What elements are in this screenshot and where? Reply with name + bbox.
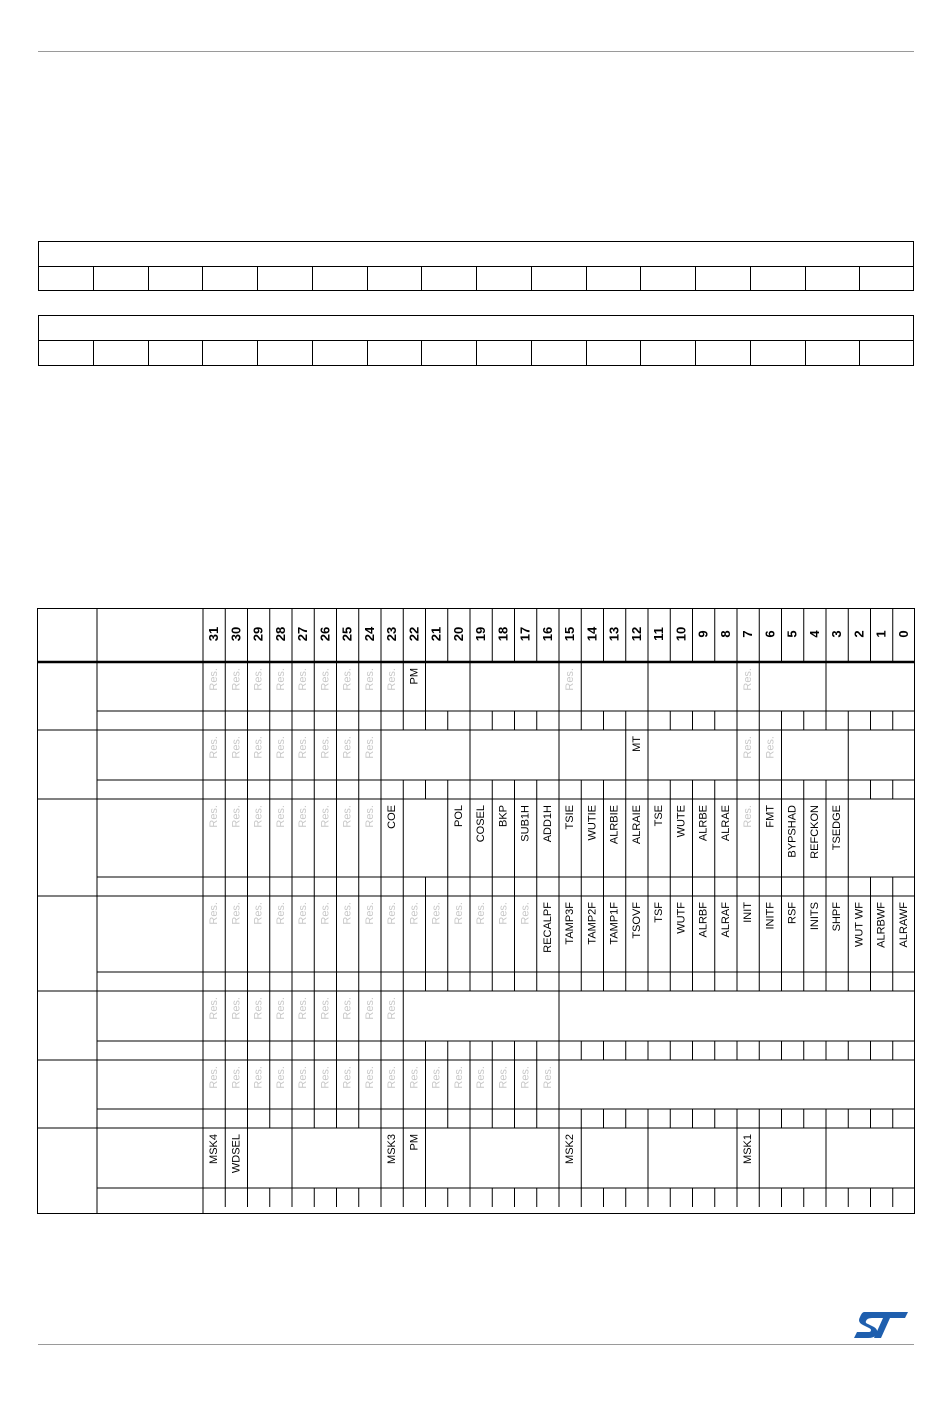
bit-header-17: 17 [517, 626, 533, 642]
reserved-field-label: Res. [341, 668, 354, 691]
reserved-field-label: Res. [386, 997, 399, 1020]
bit-header-21: 21 [428, 626, 444, 642]
reserved-field-label: Res. [252, 668, 265, 691]
reserved-field-label: Res. [363, 1066, 376, 1089]
field-label-msk2: MSK2 [564, 1134, 577, 1164]
bit-header-13: 13 [606, 626, 622, 642]
reserved-field-label: Res. [341, 1066, 354, 1089]
reserved-field-label: Res. [363, 805, 376, 828]
reserved-field-label: Res. [230, 736, 243, 759]
reserved-field-label: Res. [208, 736, 221, 759]
reserved-field-label: Res. [208, 1066, 221, 1089]
reserved-field-label: Res. [386, 1066, 399, 1089]
bitfield-grid-upper-1-title [38, 241, 914, 267]
bit-header-11: 11 [651, 627, 667, 641]
field-label-sub1h: SUB1H [519, 805, 532, 842]
bit-header-14: 14 [584, 626, 600, 642]
bit-header-10: 10 [673, 626, 689, 642]
bit-header-19: 19 [473, 626, 489, 642]
reserved-field-label: Res. [430, 902, 443, 925]
reserved-field-label: Res. [252, 736, 265, 759]
reserved-field-label: Res. [319, 997, 332, 1020]
field-label-tsie: TSIE [564, 805, 577, 830]
bit-header-7: 7 [740, 630, 756, 638]
bit-header-23: 23 [384, 626, 400, 642]
reserved-field-label: Res. [319, 736, 332, 759]
reserved-field-label: Res. [519, 902, 532, 925]
bitfield-grid-upper-2-title [38, 315, 914, 341]
reserved-field-label: Res. [497, 1066, 510, 1089]
reserved-field-label: Res. [230, 668, 243, 691]
field-label-tse: TSE [653, 805, 666, 827]
field-label-alraf: ALRAF [719, 902, 732, 938]
reserved-field-label: Res. [363, 902, 376, 925]
bit-header-30: 30 [228, 626, 244, 642]
bit-header-29: 29 [250, 626, 266, 642]
field-label-alrbie: ALRBIE [608, 805, 621, 845]
reserved-field-label: Res. [742, 736, 755, 759]
reserved-field-label: Res. [274, 1066, 287, 1089]
reserved-field-label: Res. [341, 997, 354, 1020]
bit-header-31: 31 [206, 626, 222, 642]
reserved-field-label: Res. [519, 1066, 532, 1089]
register-map-svg [37, 608, 915, 1214]
reserved-field-label: Res. [274, 736, 287, 759]
reserved-field-label: Res. [386, 668, 399, 691]
field-label-wut-wf: WUT WF [853, 902, 866, 948]
field-label-recalpf: RECALPF [541, 902, 554, 953]
reserved-field-label: Res. [742, 805, 755, 828]
reserved-field-label: Res. [274, 668, 287, 691]
reserved-field-label: Res. [363, 997, 376, 1020]
field-label-pm: PM [408, 668, 421, 685]
bit-header-5: 5 [784, 630, 800, 638]
field-label-msk3: MSK3 [386, 1134, 399, 1164]
bit-header-20: 20 [450, 626, 466, 642]
reserved-field-label: Res. [230, 902, 243, 925]
reserved-field-label: Res. [564, 668, 577, 691]
header-rule [38, 51, 914, 52]
bit-header-27: 27 [295, 626, 311, 642]
reserved-field-label: Res. [297, 805, 310, 828]
bit-header-12: 12 [628, 626, 644, 642]
field-label-tamp2f: TAMP2F [586, 902, 599, 945]
reserved-field-label: Res. [430, 1066, 443, 1089]
field-label-bkp: BKP [497, 805, 510, 828]
reserved-field-label: Res. [274, 997, 287, 1020]
bit-header-25: 25 [339, 626, 355, 642]
reserved-field-label: Res. [297, 668, 310, 691]
reserved-field-label: Res. [475, 1066, 488, 1089]
bit-header-16: 16 [539, 626, 555, 642]
field-label-mt: MT [630, 736, 643, 752]
field-label-inits: INITS [808, 902, 821, 931]
reserved-field-label: Res. [408, 902, 421, 925]
reserved-field-label: Res. [252, 805, 265, 828]
field-label-rsf: RSF [786, 902, 799, 924]
reserved-field-label: Res. [319, 668, 332, 691]
reserved-field-label: Res. [208, 668, 221, 691]
field-label-alrbf: ALRBF [697, 902, 710, 938]
reserved-field-label: Res. [452, 902, 465, 925]
field-label-add1h: ADD1H [541, 805, 554, 843]
field-label-alrawf: ALRAWF [897, 902, 910, 948]
field-label-initf: INITF [764, 902, 777, 930]
field-label-cosel: COSEL [475, 805, 488, 843]
reserved-field-label: Res. [319, 805, 332, 828]
field-label-init: INIT [742, 902, 755, 923]
field-label-tsf: TSF [653, 902, 666, 923]
bit-header-4: 4 [806, 630, 822, 638]
reserved-field-label: Res. [319, 1066, 332, 1089]
field-label-tamp1f: TAMP1F [608, 902, 621, 945]
reserved-field-label: Res. [252, 902, 265, 925]
field-label-fmt: FMT [764, 805, 777, 828]
reserved-field-label: Res. [297, 902, 310, 925]
reserved-field-label: Res. [386, 902, 399, 925]
field-label-tsovf: TSOVF [630, 902, 643, 939]
reserved-field-label: Res. [252, 997, 265, 1020]
reserved-field-label: Res. [297, 736, 310, 759]
bit-header-0: 0 [895, 630, 911, 638]
reserved-field-label: Res. [341, 902, 354, 925]
reserved-field-label: Res. [230, 1066, 243, 1089]
reserved-field-label: Res. [452, 1066, 465, 1089]
reserved-field-label: Res. [475, 902, 488, 925]
bit-header-3: 3 [829, 630, 845, 638]
bit-header-6: 6 [762, 630, 778, 638]
field-label-alrae: ALRAE [719, 805, 732, 842]
field-label-coe: COE [386, 805, 399, 829]
bit-header-28: 28 [272, 626, 288, 642]
reserved-field-label: Res. [230, 805, 243, 828]
bit-header-18: 18 [495, 626, 511, 642]
field-label-wdsel: WDSEL [230, 1134, 243, 1174]
reserved-field-label: Res. [208, 805, 221, 828]
field-label-msk1: MSK1 [742, 1134, 755, 1164]
register-map-table [37, 608, 915, 1214]
field-label-shpf: SHPF [831, 902, 844, 932]
reserved-field-label: Res. [230, 997, 243, 1020]
bit-header-2: 2 [851, 630, 867, 638]
field-label-wutie: WUTIE [586, 805, 599, 841]
field-label-alrbwf: ALRBWF [875, 902, 888, 948]
bit-header-26: 26 [317, 626, 333, 642]
reserved-field-label: Res. [274, 805, 287, 828]
bit-header-8: 8 [717, 630, 733, 638]
reserved-field-label: Res. [208, 997, 221, 1020]
bit-header-9: 9 [695, 630, 711, 638]
bitfield-grid-upper-2-cells [38, 340, 914, 366]
field-label-tamp3f: TAMP3F [564, 902, 577, 945]
field-label-refckon: REFCKON [808, 805, 821, 859]
field-label-wute: WUTE [675, 805, 688, 838]
field-label-msk4: MSK4 [208, 1134, 221, 1164]
reserved-field-label: Res. [541, 1066, 554, 1089]
grid-cell-divider [39, 341, 860, 365]
bitfield-grid-upper-1-cells [38, 266, 914, 291]
reserved-field-label: Res. [764, 736, 777, 759]
reserved-field-label: Res. [341, 736, 354, 759]
field-label-alraie: ALRAIE [630, 805, 643, 845]
field-label-tsedge: TSEDGE [831, 805, 844, 851]
st-logo [852, 1310, 910, 1340]
field-label-alrbe: ALRBE [697, 805, 710, 842]
bit-header-15: 15 [562, 626, 578, 642]
reserved-field-label: Res. [363, 736, 376, 759]
reserved-field-label: Res. [363, 668, 376, 691]
grid-cell-divider [39, 267, 860, 290]
reserved-field-label: Res. [297, 997, 310, 1020]
reserved-field-label: Res. [252, 1066, 265, 1089]
bit-header-22: 22 [406, 626, 422, 642]
reserved-field-label: Res. [497, 902, 510, 925]
reserved-field-label: Res. [408, 1066, 421, 1089]
bit-header-1: 1 [873, 630, 889, 638]
bit-header-24: 24 [361, 626, 377, 642]
reserved-field-label: Res. [274, 902, 287, 925]
field-label-pm: PM [408, 1134, 421, 1151]
reserved-field-label: Res. [297, 1066, 310, 1089]
field-label-wutf: WUTF [675, 902, 688, 934]
footer-rule [38, 1344, 914, 1345]
reserved-field-label: Res. [742, 668, 755, 691]
reserved-field-label: Res. [341, 805, 354, 828]
field-label-pol: POL [452, 805, 465, 828]
field-label-bypshad: BYPSHAD [786, 805, 799, 858]
reserved-field-label: Res. [208, 902, 221, 925]
reserved-field-label: Res. [319, 902, 332, 925]
